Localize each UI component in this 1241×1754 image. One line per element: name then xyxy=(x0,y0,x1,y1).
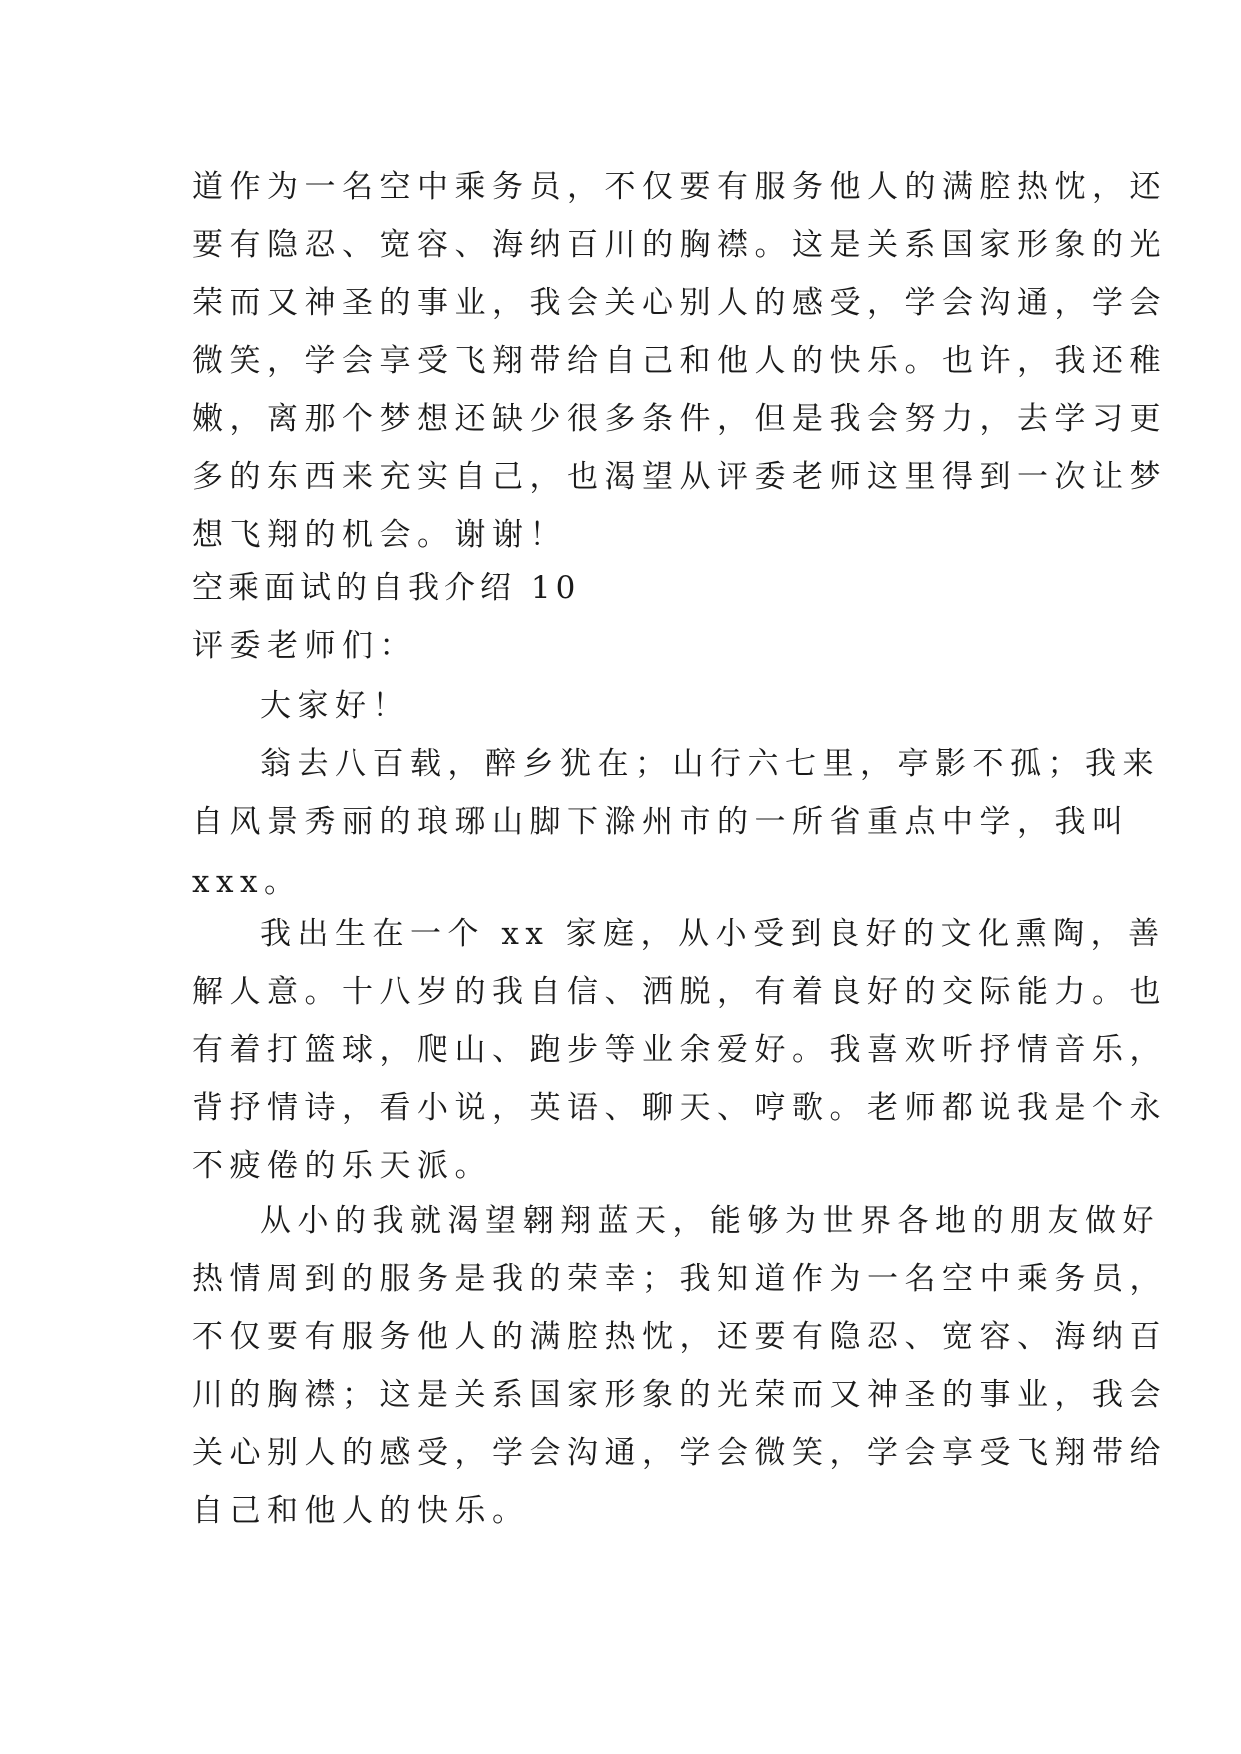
text-line: 关心别人的感受，学会沟通，学会微笑，学会享受飞翔带给 xyxy=(192,1435,1167,1471)
text-line: 背抒情诗，看小说，英语、聊天、哼歌。老师都说我是个永 xyxy=(192,1090,1167,1126)
text-line: 翁去八百载，醉乡犹在；山行六七里，亭影不孤；我来 xyxy=(260,746,1160,782)
paragraph-continuation xyxy=(192,158,1167,564)
paragraph-background xyxy=(192,905,1167,1195)
text-line: 道作为一名空中乘务员，不仅要有服务他人的满腔热忱，还 xyxy=(192,169,1167,205)
section-header xyxy=(192,559,1052,675)
paragraph-intro xyxy=(192,677,1160,913)
text-line: 想飞翔的机会。谢谢！ xyxy=(192,517,567,553)
section-title: 空乘面试的自我介绍 10 xyxy=(192,570,581,606)
text-line: 微笑，学会享受飞翔带给自己和他人的快乐。也许，我还稚 xyxy=(192,343,1167,379)
text-line: 荣而又神圣的事业，我会关心别人的感受，学会沟通，学会 xyxy=(192,285,1167,321)
text-line: 不疲倦的乐天派。 xyxy=(192,1148,492,1184)
text-line: 解人意。十八岁的我自信、洒脱，有着良好的交际能力。也 xyxy=(192,974,1167,1010)
text-line: 从小的我就渴望翱翔蓝天，能够为世界各地的朋友做好 xyxy=(260,1203,1160,1239)
text-line: 川的胸襟；这是关系国家形象的光荣而又神圣的事业，我会 xyxy=(192,1377,1167,1413)
salutation: 评委老师们： xyxy=(192,628,417,664)
paragraph-dream xyxy=(192,1192,1167,1540)
text-line: xxx。 xyxy=(192,864,302,900)
text-line: 热情周到的服务是我的荣幸；我知道作为一名空中乘务员， xyxy=(192,1261,1167,1297)
text-line: 要有隐忍、宽容、海纳百川的胸襟。这是关系国家形象的光 xyxy=(192,227,1167,263)
text-line: 不仅要有服务他人的满腔热忱，还要有隐忍、宽容、海纳百 xyxy=(192,1319,1167,1355)
text-line: 自风景秀丽的琅琊山脚下滁州市的一所省重点中学，我叫 xyxy=(192,804,1130,840)
text-line: 嫩，离那个梦想还缺少很多条件，但是我会努力，去学习更 xyxy=(192,401,1167,437)
text-line: 有着打篮球，爬山、跑步等业余爱好。我喜欢听抒情音乐， xyxy=(192,1032,1167,1068)
text-line: 自己和他人的快乐。 xyxy=(192,1493,530,1529)
text-line: 我出生在一个 xx 家庭，从小受到良好的文化熏陶，善 xyxy=(260,916,1166,952)
greeting: 大家好！ xyxy=(260,688,410,724)
text-line: 多的东西来充实自己，也渴望从评委老师这里得到一次让梦 xyxy=(192,459,1167,495)
